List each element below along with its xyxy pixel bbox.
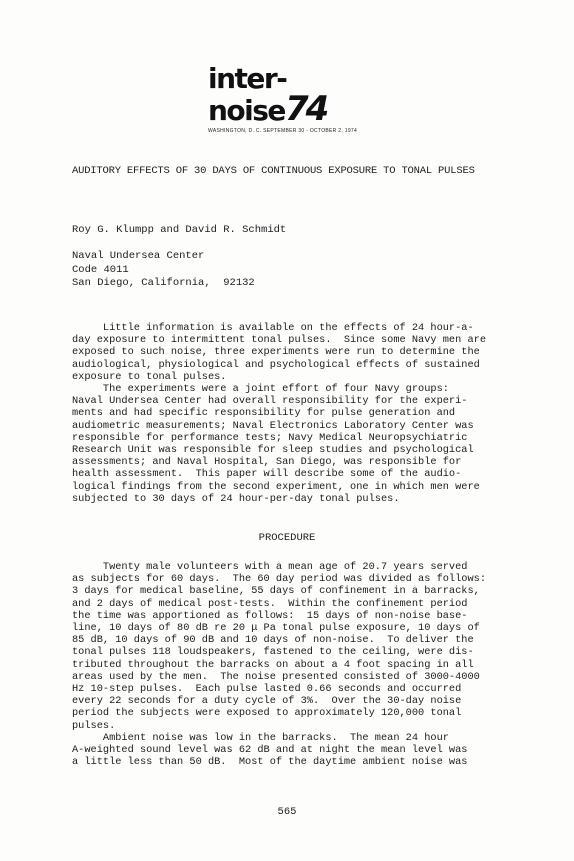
text-line: 85 dB, 10 days of 90 dB and 10 days of non-noise. To deliver the <box>72 634 474 647</box>
paper-authors: Roy G. Klumpp and David R. Schmidt <box>72 224 287 236</box>
text-line: Ambient noise was low in the barracks. The mean 24 hour <box>72 731 449 744</box>
author-affiliation <box>72 250 255 291</box>
text-line: assessments; and Naval Hospital, San Diego, was responsible for <box>72 456 462 469</box>
text-line: audiometric measurements; Naval Electronics Laboratory Center was <box>72 419 474 432</box>
text-line: ments and had specific responsibility for pulse generation and <box>72 407 456 420</box>
text-line: and 2 days of medical post-tests. Within the confinement period <box>72 597 468 610</box>
text-line: logical findings from the second experiment, one in which men were <box>72 480 480 493</box>
text-line: health assessment. This paper will describe some of the audio- <box>72 468 462 481</box>
text-line: Hz 10-step pulses. Each pulse lasted 0.66 seconds and occurred <box>72 683 462 696</box>
text-line: Little information is available on the effects of 24 hour-a- <box>72 322 474 334</box>
text-line: a little less than 50 dB. Most of the daytime ambient noise was <box>72 756 468 769</box>
text-line: day exposure to intermittent tonal pulses. Since some Navy men are <box>72 334 487 347</box>
text-line: exposed to such noise, three experiments were run to determine the <box>72 346 480 359</box>
text-line: as subjects for 60 days. The 60 day period was divided as follows: <box>72 573 487 586</box>
text-line: exposure to tonal pulses. <box>72 370 227 383</box>
text-line: A-weighted sound level was 62 dB and at night the mean level was <box>72 744 468 757</box>
text-line: areas used by the men. The noise presented consisted of 3000-4000 <box>72 670 480 683</box>
text-line: line, 10 days of 80 dB re 20 μ Pa tonal pulse exposure, 10 days of <box>72 622 480 635</box>
logo-name: inter-noise <box>208 62 287 127</box>
text-line: Twenty male volunteers with a mean age of 20.7 years served <box>72 561 468 573</box>
introduction-text <box>72 322 500 505</box>
text-line: 3 days for medical baseline, 55 days of confinement in a barracks, <box>72 585 480 598</box>
text-line: the time was apportioned as follows: 15 days of non-noise base- <box>72 609 468 622</box>
text-line: The experiments were a joint effort of four Navy groups: <box>72 383 449 396</box>
text-line: pulses. <box>72 719 116 732</box>
text-line: subjected to 30 days of 24 hour-per-day tonal pulses. <box>72 492 400 505</box>
logo-year: 74 <box>284 89 327 129</box>
section-heading-procedure: PROCEDURE <box>258 532 316 544</box>
logo-subtitle: WASHINGTON, D. C. SEPTEMBER 30 - OCTOBER 2, 1974 <box>208 128 358 134</box>
procedure-text <box>72 561 500 768</box>
text-line: period the subjects were exposed to approximately 120,000 tonal <box>72 707 462 720</box>
text-line: tributed throughout the barracks on about a 4 foot spacing in all <box>72 658 474 671</box>
logo-wordmark <box>208 62 368 129</box>
text-line: Research Unit was responsible for sleep studies and psychological <box>72 444 474 457</box>
text-line: audiological, physiological and psychological effects of sustained <box>72 358 480 371</box>
text-line: every 22 seconds for a duty cycle of 3%. Over the 30-day noise <box>72 695 462 708</box>
affiliation-line: Code 4011 <box>72 263 129 276</box>
paper-title: AUDITORY EFFECTS OF 30 DAYS OF CONTINUOUS EXPOSURE TO TONAL PULSES <box>72 165 475 177</box>
text-line: Naval Undersea Center had overall responsibility for the experi- <box>72 395 468 408</box>
text-line: tonal pulses 118 loudspeakers, fastened to the ceiling, were dis- <box>72 646 474 659</box>
affiliation-line: San Diego, California, 92132 <box>72 277 255 289</box>
conference-logo <box>208 64 368 134</box>
affiliation-line: Naval Undersea Center <box>72 250 205 262</box>
text-line: responsible for performance tests; Navy Medical Neuropsychiatric <box>72 431 468 444</box>
page-number: 565 <box>277 806 297 818</box>
